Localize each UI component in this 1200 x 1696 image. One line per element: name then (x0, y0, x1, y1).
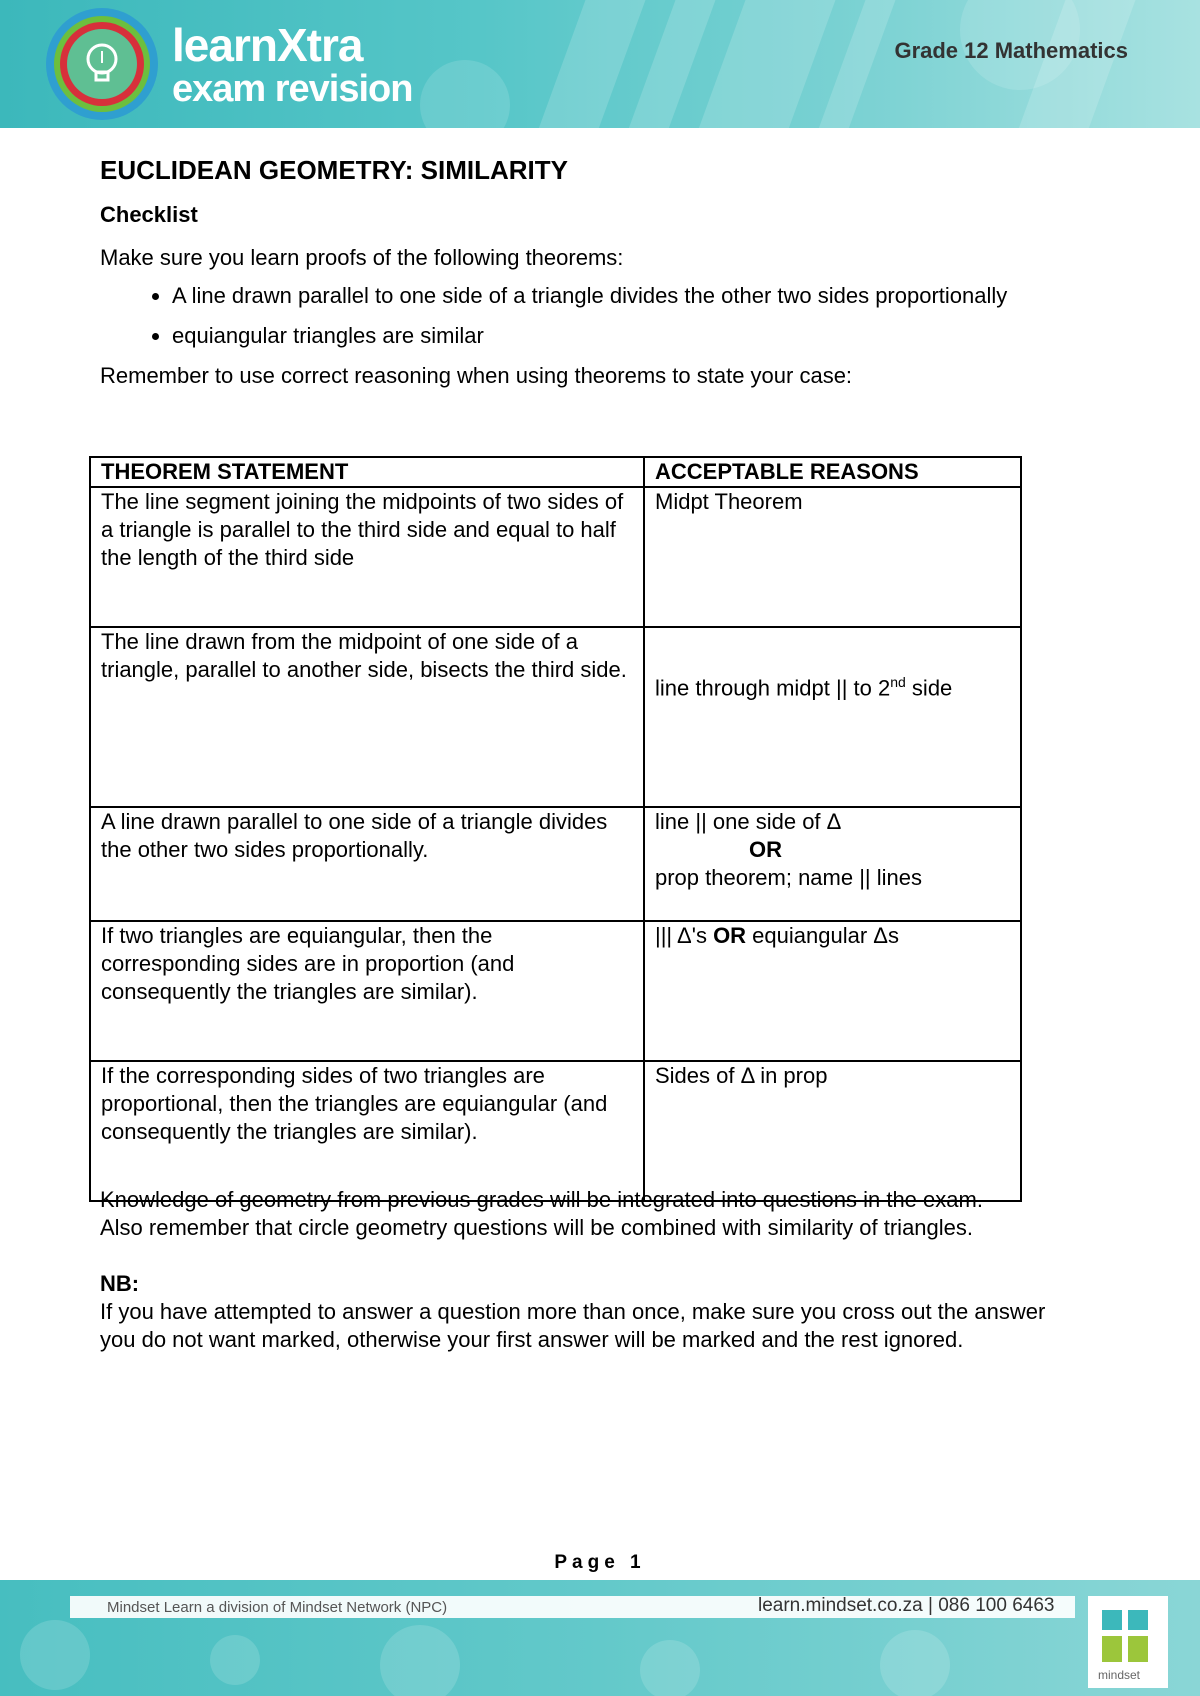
acceptable-reason: Midpt Theorem (644, 487, 1021, 627)
section-heading: Checklist (100, 202, 198, 227)
page-number: Page 1 (554, 1552, 646, 1573)
footer-organization: Mindset Learn a division of Mindset Network (NPC) (107, 1599, 448, 1616)
integration-note: Knowledge of geometry from previous grades will be integrated into questions in the exam. Also remember that circle geometry questions will be combined with similarity of triangles. (100, 1187, 983, 1240)
acceptable-reason: line || one side of Δ OR prop theorem; name || lines (644, 807, 1021, 921)
reasoning-text: Remember to use correct reasoning when using theorems to state your case: (100, 363, 853, 388)
brand-name: learnXtra (172, 19, 363, 71)
theorem-table (89, 456, 1022, 1202)
table-header-row (90, 457, 1021, 487)
table-row (90, 1061, 1021, 1201)
mindset-label: mindset (1098, 1668, 1141, 1682)
list-item: • equiangular triangles are similar (172, 322, 1100, 350)
acceptable-reason: line through midpt || to 2nd side (644, 627, 1021, 807)
table-row (90, 807, 1021, 921)
checklist (100, 282, 1100, 350)
theorem-statement: If two triangles are equiangular, then the corresponding sides are in proportion (and consequently the triangles are similar). (90, 921, 644, 1061)
page-title: EUCLIDEAN GEOMETRY: SIMILARITY (100, 155, 568, 185)
theorem-statement: The line drawn from the midpoint of one side of a triangle, parallel to another side, bisects the third side. (90, 627, 644, 807)
footer-banner (0, 1580, 1200, 1696)
acceptable-reason: Sides of Δ in prop (644, 1061, 1021, 1201)
list-item: • A line drawn parallel to one side of a triangle divides the other two sides proportionally (172, 282, 1100, 310)
document-body (100, 152, 1100, 390)
theorem-statement: If the corresponding sides of two triangles are proportional, then the triangles are equiangular (and consequently the triangles are similar). (90, 1061, 644, 1201)
theorem-statement: The line segment joining the midpoints of two sides of a triangle is parallel to the third side and equal to half the length of the third side (90, 487, 644, 627)
footer-contact: learn.mindset.co.za | 086 100 6463 (758, 1595, 1055, 1616)
table-row (90, 921, 1021, 1061)
intro-text: Make sure you learn proofs of the following theorems: (100, 245, 624, 270)
table-row (90, 627, 1021, 807)
column-header: THEOREM STATEMENT (90, 457, 644, 487)
grade-label: Grade 12 Mathematics (894, 38, 1128, 63)
theorem-statement: A line drawn parallel to one side of a triangle divides the other two sides proportionally. (90, 807, 644, 921)
table-row (90, 487, 1021, 627)
nb-label: NB: (100, 1271, 140, 1296)
lightbulb-icon (67, 29, 137, 99)
nb-text: If you have attempted to answer a question more than once, make sure you cross out the answer you do not want marked, otherwise your first answer will be marked and the rest ignored. (100, 1299, 1046, 1352)
nb-note (100, 1270, 1080, 1354)
column-header: ACCEPTABLE REASONS (644, 457, 1021, 487)
acceptable-reason: ||| Δ's OR equiangular Δs (644, 921, 1021, 1061)
header-banner (0, 0, 1200, 128)
brand-tagline: exam revision (172, 68, 413, 110)
